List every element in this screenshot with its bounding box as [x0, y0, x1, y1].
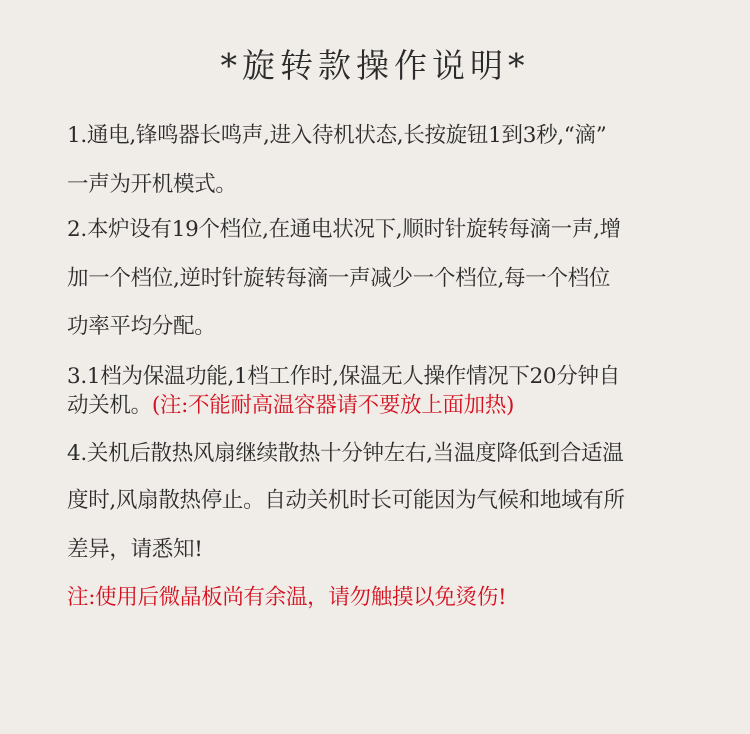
instruction-4-line-3: 差异，请悉知!: [67, 537, 203, 562]
instruction-4-line-1: 4.关机后散热风扇继续散热十分钟左右,当温度降低到合适温: [67, 441, 624, 466]
instruction-2-line-1: 2.本炉设有19个档位,在通电状况下,顺时针旋转每滴一声,增: [67, 217, 621, 242]
instruction-1-line-1: 1.通电,锋鸣器长鸣声,进入待机状态,长按旋钮1到3秒,“滴”: [67, 123, 607, 148]
page-title: *旋转款操作说明*: [220, 46, 530, 85]
instruction-1-line-2: 一声为开机模式。: [67, 172, 237, 197]
heat-resistant-container-note: (注:不能耐高温容器请不要放上面加热): [151, 393, 515, 418]
instruction-4-line-2: 度时,风扇散热停止。自动关机时长可能因为气候和地域有所: [67, 488, 625, 513]
instruction-3-text: 动关机。: [67, 393, 152, 418]
burn-warning: 注:使用后微晶板尚有余温，请勿触摸以免烫伤!: [67, 585, 507, 610]
instruction-3-line-1: 3.1档为保温功能,1档工作时,保温无人操作情况下20分钟自: [67, 364, 620, 389]
instruction-2-line-2: 加一个档位,逆时针旋转每滴一声减少一个档位,每一个档位: [67, 266, 611, 291]
instruction-2-line-3: 功率平均分配。: [67, 314, 216, 339]
instruction-3-line-2: [67, 393, 514, 418]
